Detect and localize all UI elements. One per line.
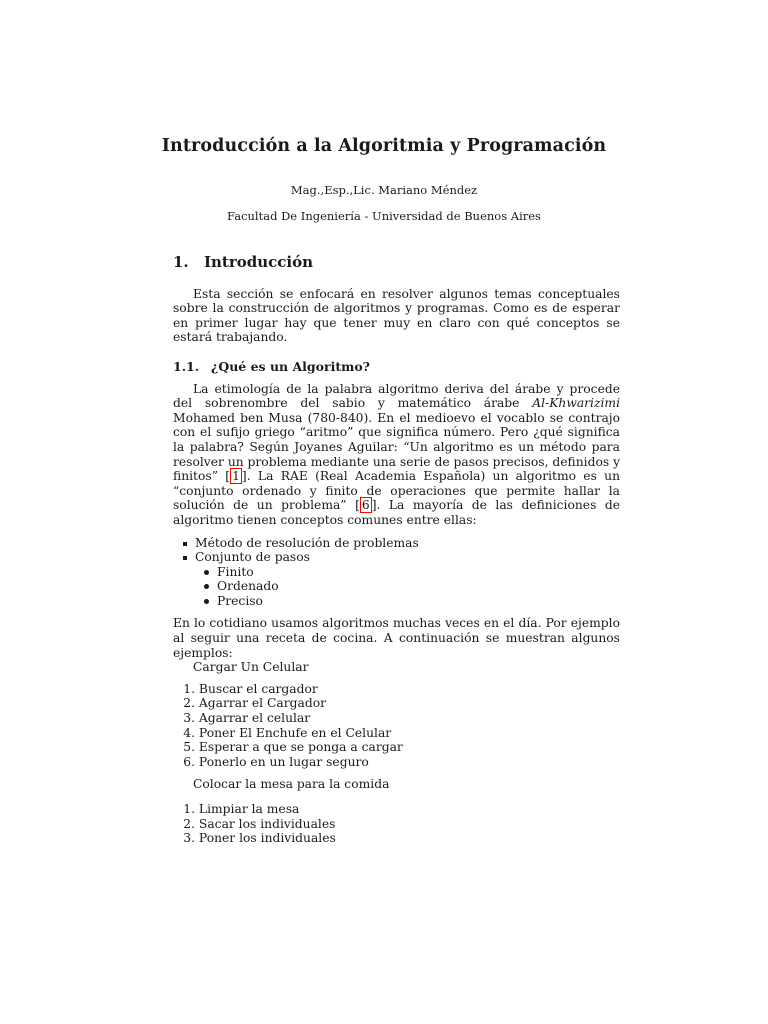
nested-item-text: Ordenado <box>217 579 279 594</box>
step-number: 4. <box>183 725 195 740</box>
round-bullet-icon <box>204 599 209 604</box>
citation-link-1[interactable]: [ 1 ] <box>225 469 247 484</box>
step-text: Poner El Enchufe en el Celular <box>198 725 392 740</box>
paper-title: Introducción a la Algoritmia y Programación <box>161 136 607 156</box>
subsection-heading <box>173 360 620 375</box>
author-line: Mag.,Esp.,Lic. Mariano Méndez <box>290 183 478 197</box>
list-item <box>173 831 620 846</box>
step-text: Agarrar el Cargador <box>198 696 326 711</box>
algorithm-definition-paragraph <box>173 382 620 528</box>
nested-list-item <box>195 579 620 594</box>
citation-number-1[interactable]: 1 <box>232 469 240 484</box>
step-number: 2. <box>183 696 195 711</box>
citation-number-6[interactable]: 6 <box>361 498 370 513</box>
step-number: 5. <box>183 740 195 755</box>
example2-title: Colocar la mesa para la comida <box>193 777 390 792</box>
list-item <box>173 536 620 551</box>
para-text-d: . La mayoría de las definiciones de algoritmo tienen conceptos comunes entre ellas: <box>173 498 620 527</box>
list-item <box>173 726 620 741</box>
step-text: Limpiar la mesa <box>198 802 300 816</box>
section-heading <box>173 255 620 270</box>
example1-steps <box>173 682 620 770</box>
para-italic-name: Al-Khwarizimi <box>532 396 620 411</box>
step-text: Ponerlo en un lugar seguro <box>198 754 369 769</box>
section-title: Introducción <box>204 253 314 271</box>
nested-item-text: Finito <box>217 564 254 579</box>
step-text: Esperar a que se ponga a cargar <box>198 740 403 755</box>
list-item <box>173 740 620 755</box>
everyday-paragraph: En lo cotidiano usamos algoritmos muchas veces en el día. Por ejemplo al seguir una receta de cocina. A continuación se muestran algunos ejemplos: <box>173 616 620 660</box>
para-text-c: . La RAE (Real Academia Española) un algoritmo es un “conjunto ordenado y finito de operaciones que permite hallar la solución de un problema” <box>173 469 621 513</box>
step-text: Buscar el cargador <box>198 681 318 696</box>
list-item <box>173 802 620 817</box>
square-bullet-icon <box>183 556 187 560</box>
step-number: 3. <box>183 831 195 846</box>
section-intro-paragraph: Esta sección se enfocará en resolver algunos temas conceptuales sobre la construcción de algoritmos y programas. Como es de esperar en primer lugar hay que tener muy en claro con qué conceptos se estará trabajando. <box>173 286 620 345</box>
concepts-list <box>173 536 620 609</box>
list-item <box>173 682 620 697</box>
step-number: 6. <box>183 754 195 769</box>
nested-item-text: Preciso <box>217 593 263 608</box>
nested-list-item <box>195 565 620 580</box>
nested-list <box>195 565 620 609</box>
step-text: Poner los individuales <box>198 831 336 846</box>
list-item-text: Método de resolución de problemas <box>195 535 419 550</box>
example2-steps <box>173 802 620 846</box>
example1-title: Cargar Un Celular <box>193 660 309 675</box>
step-number: 2. <box>183 816 195 831</box>
list-item <box>173 696 620 711</box>
round-bullet-icon <box>204 584 209 589</box>
section-number: 1. <box>173 253 189 271</box>
list-item <box>173 550 620 608</box>
subsection-number: 1.1. <box>173 358 200 374</box>
list-item <box>173 755 620 770</box>
list-item <box>173 817 620 832</box>
para-text-b: Mohamed ben Musa (780-840). En el medioevo el vocablo se contrajo con el sufijo griego “aritmo” que significa número. Pero ¿qué significa la palabra? Según Joyanes Aguilar: “Un algoritmo es un método para resolver un problema mediante una serie de pasos precisos, definidos y finitos” <box>173 410 621 484</box>
list-item <box>173 711 620 726</box>
body-content <box>173 255 620 854</box>
step-number: 3. <box>183 711 195 726</box>
round-bullet-icon <box>204 570 209 575</box>
nested-list-item <box>195 594 620 609</box>
para-text-a: La etimología de la palabra algoritmo deriva del árabe y procede del sobrenombre del sabio y matemático árabe <box>173 381 620 411</box>
step-number: 1. <box>183 802 195 816</box>
square-bullet-icon <box>183 542 187 546</box>
affiliation-line: Facultad De Ingeniería - Universidad de Buenos Aires <box>227 209 541 223</box>
list-item-text: Conjunto de pasos <box>195 550 310 565</box>
step-number: 1. <box>183 681 195 696</box>
step-text: Sacar los individuales <box>198 816 336 831</box>
subsection-title: ¿Qué es un Algoritmo? <box>211 358 370 374</box>
citation-link-6[interactable]: [ 6 ] <box>355 498 377 513</box>
step-text: Agarrar el celular <box>198 711 311 726</box>
